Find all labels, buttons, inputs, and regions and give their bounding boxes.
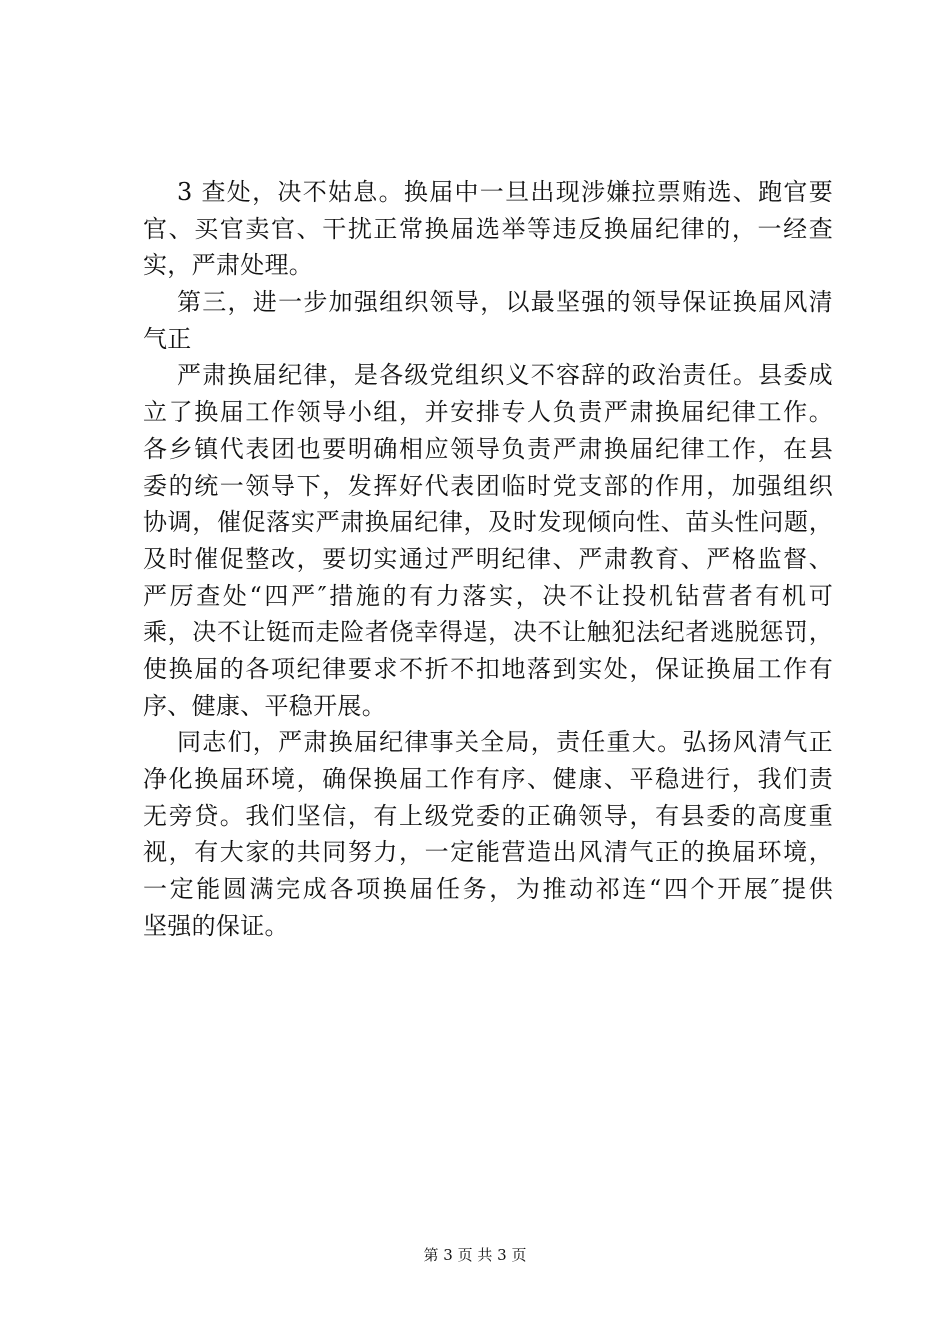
text-line: 各乡镇代表团也要明确相应领导负责严肃换届纪律工作，在县 [143,434,833,463]
text-line: 实，严肃处理。 [143,251,314,280]
text-line: 第三，进一步加强组织领导，以最坚强的领导保证换届风清 [177,288,833,317]
text-line: 协调，催促落实严肃换届纪律，及时发现倾向性、苗头性问题， [143,508,833,537]
text-line: 严厉查处“四严″措施的有力落实，决不让投机钻营者有机可 [143,581,833,610]
text-line: 使换届的各项纪律要求不折不扣地落到实处，保证换届工作有 [143,654,833,683]
page-footer: 第 3 页 共 3 页 [423,1246,527,1264]
text-line: 净化换届环境，确保换届工作有序、健康、平稳进行，我们责 [143,765,833,793]
text-line: 3 查处，决不姑息。换届中一旦出现涉嫌拉票贿选、跑官要 [177,178,833,206]
text-line: 视，有大家的共同努力，一定能营造出风清气正的换届环境， [143,838,833,867]
text-line: 乘，决不让铤而走险者侥幸得逞，决不让触犯法纪者逃脱惩罚， [143,618,833,647]
text-line: 坚强的保证。 [143,911,289,940]
text-line: 一定能圆满完成各项换届任务，为推动祁连“四个开展″提供 [143,875,833,904]
text-line: 及时催促整改，要切实通过严明纪律、严肃教育、严格监督、 [143,544,833,573]
text-line: 严肃换届纪律，是各级党组织义不容辞的政治责任。县委成 [177,361,833,390]
text-line: 气正 [143,324,192,353]
text-line: 无旁贷。我们坚信，有上级党委的正确领导，有县委的高度重 [143,801,833,830]
text-line: 官、买官卖官、干扰正常换届选举等违反换届纪律的，一经查 [143,214,833,243]
text-line: 立了换届工作领导小组，并安排专人负责严肃换届纪律工作。 [143,398,833,427]
document-body [143,174,833,944]
text-line: 同志们，严肃换届纪律事关全局，责任重大。弘扬风清气正 [177,728,833,757]
text-line: 序、健康、平稳开展。 [143,691,386,720]
text-line: 委的统一领导下，发挥好代表团临时党支部的作用，加强组织 [143,471,833,500]
